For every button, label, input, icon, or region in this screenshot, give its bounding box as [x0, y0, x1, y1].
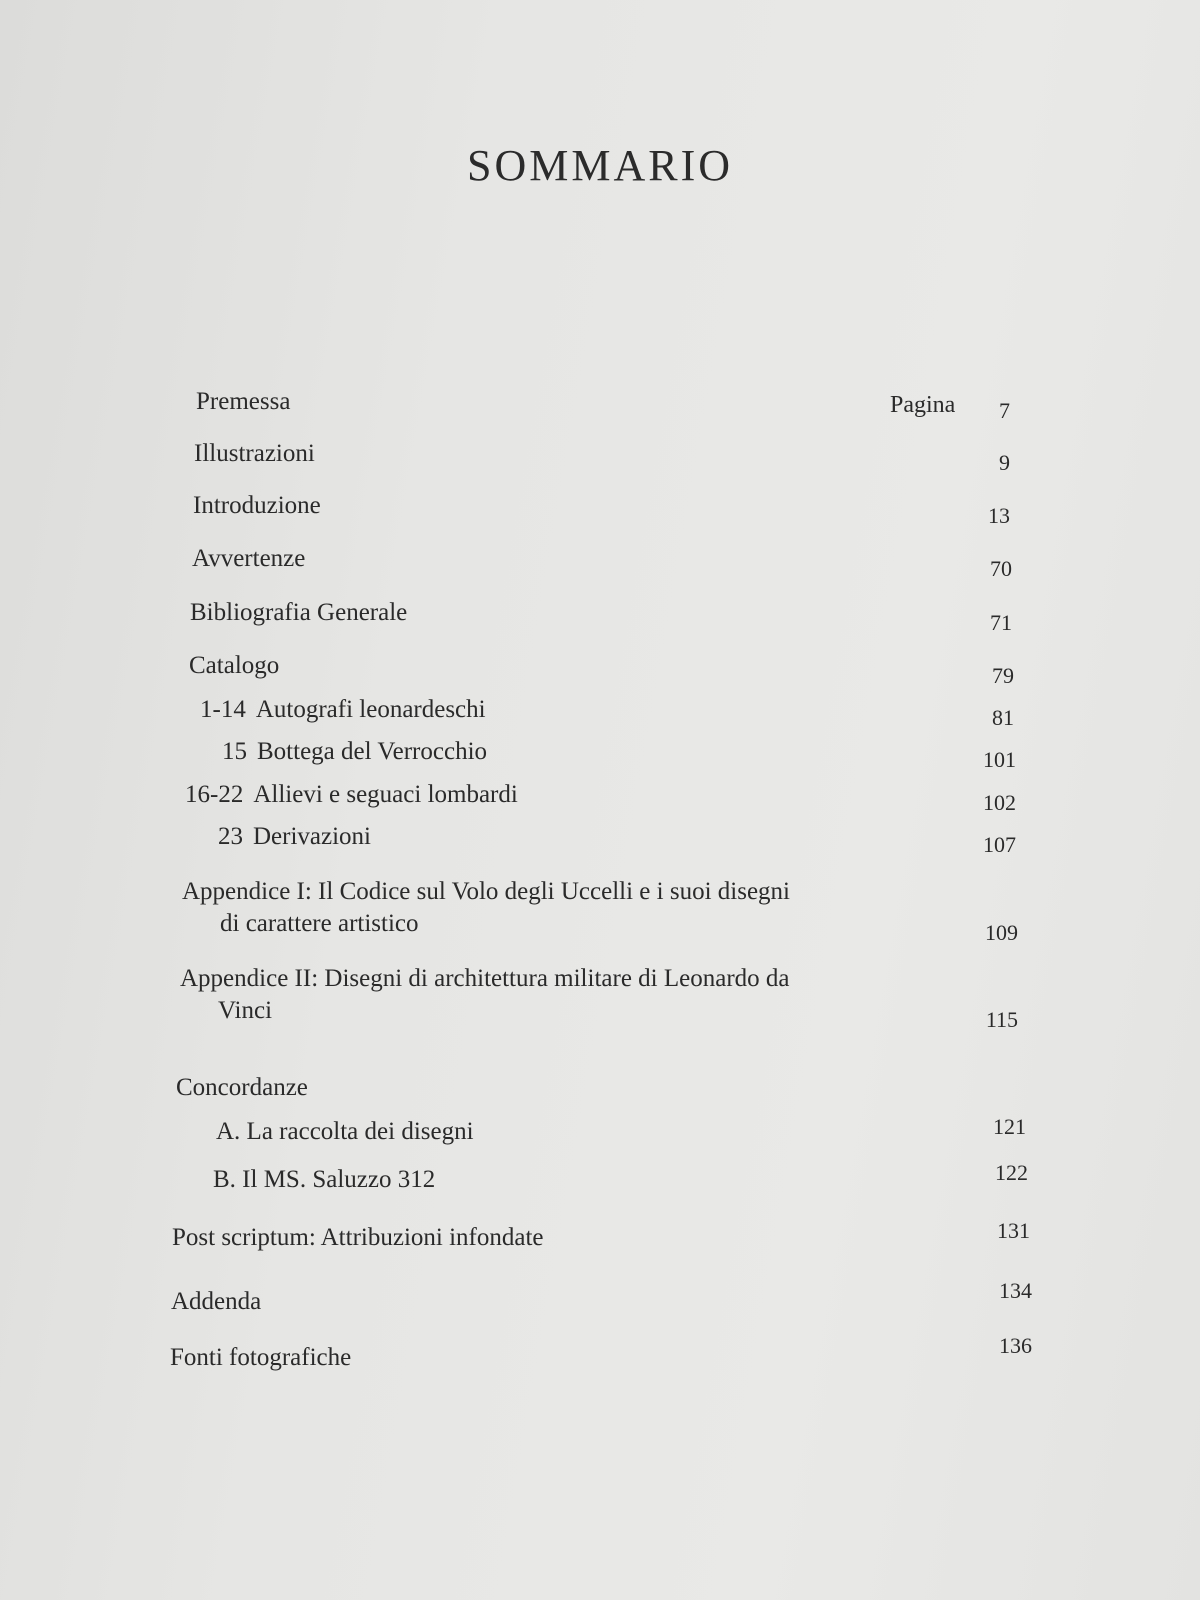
- toc-subentry-raccolta: [216, 1116, 474, 1148]
- toc-entry-title: Avvertenze: [192, 545, 306, 572]
- toc-page-number: 13: [988, 503, 1010, 528]
- page-title: SOMMARIO: [466, 141, 734, 190]
- page-column-label: Pagina: [890, 392, 956, 418]
- toc-entry-introduzione: [193, 490, 321, 522]
- toc-entry-title: Post scriptum: Attribuzioni infondate: [172, 1224, 544, 1251]
- toc-entry-title: Premessa: [196, 388, 291, 415]
- toc-page-number: 70: [990, 556, 1012, 581]
- toc-entry-title: Derivazioni: [253, 823, 372, 850]
- toc-entry-title: Autografi leonardeschi: [255, 696, 486, 723]
- toc-entry-title: B. Il MS. Saluzzo 312: [213, 1166, 436, 1193]
- toc-page-number: 131: [997, 1218, 1030, 1243]
- toc-subentry-allievi: [185, 779, 518, 811]
- toc-page-number: 107: [983, 832, 1016, 857]
- toc-page-number: 136: [999, 1333, 1032, 1358]
- toc-entry-illustrazioni: [194, 438, 315, 470]
- toc-entry-title-line: Vinci: [218, 997, 273, 1024]
- toc-subentry-saluzzo: [213, 1164, 435, 1196]
- toc-entry-fonti: [170, 1342, 351, 1374]
- toc-page-number: 109: [985, 920, 1018, 945]
- toc-entry-title: Allievi e seguaci lombardi: [253, 781, 518, 808]
- toc-entry-appendice-1: [182, 876, 790, 940]
- catalogue-number-range: 23: [218, 823, 243, 850]
- toc-entry-catalogo: [189, 650, 279, 682]
- toc-entry-title: Illustrazioni: [194, 440, 315, 467]
- catalogue-number-range: 16-22: [185, 781, 244, 808]
- toc-page-number: 121: [993, 1114, 1026, 1139]
- toc-entry-title: A. La raccolta dei disegni: [216, 1118, 474, 1145]
- toc-entry-title: Catalogo: [189, 652, 280, 679]
- toc-entry-title: Fonti fotografiche: [170, 1344, 352, 1371]
- toc-page-number: 134: [999, 1278, 1032, 1303]
- toc-page-number: 79: [992, 663, 1014, 688]
- toc-entry-appendice-2: [180, 963, 790, 1027]
- catalogue-number-range: 1-14: [200, 696, 246, 723]
- toc-page-number: 122: [995, 1160, 1028, 1185]
- toc-entry-title-line: di carattere artistico: [220, 910, 419, 937]
- toc-entry-addenda: [171, 1286, 261, 1318]
- toc-entry-concordanze: [176, 1072, 308, 1104]
- toc-subentry-bottega: [222, 736, 487, 768]
- toc-entry-title-line: Appendice I: Il Codice sul Volo degli Uccelli e i suoi disegni: [182, 878, 790, 905]
- toc-page-number: 115: [985, 1007, 1018, 1032]
- toc-entry-premessa: [196, 386, 290, 418]
- toc-entry-title: Addenda: [171, 1288, 262, 1315]
- toc-entry-title: Introduzione: [193, 492, 321, 519]
- toc-entry-avvertenze: [192, 543, 305, 575]
- toc-page-number: 81: [992, 705, 1014, 730]
- toc-entry-title: Concordanze: [176, 1074, 308, 1101]
- toc-page-number: 9: [999, 450, 1010, 475]
- catalogue-number-range: 15: [222, 738, 247, 765]
- toc-entry-title: Bibliografia Generale: [190, 599, 408, 626]
- toc-page-number: 102: [983, 790, 1016, 815]
- toc-entry-title: Bottega del Verrocchio: [257, 738, 488, 765]
- toc-entry-bibliografia: [190, 597, 407, 629]
- toc-page-number: 71: [990, 610, 1012, 635]
- toc-subentry-derivazioni: [218, 821, 371, 853]
- toc-subentry-autografi: [200, 694, 486, 726]
- toc-entry-post-scriptum: [172, 1222, 544, 1254]
- toc-page-number: 101: [983, 747, 1016, 772]
- toc-page-number: 7: [999, 398, 1010, 423]
- toc-entry-title-line: Appendice II: Disegni di architettura militare di Leonardo da: [180, 965, 790, 992]
